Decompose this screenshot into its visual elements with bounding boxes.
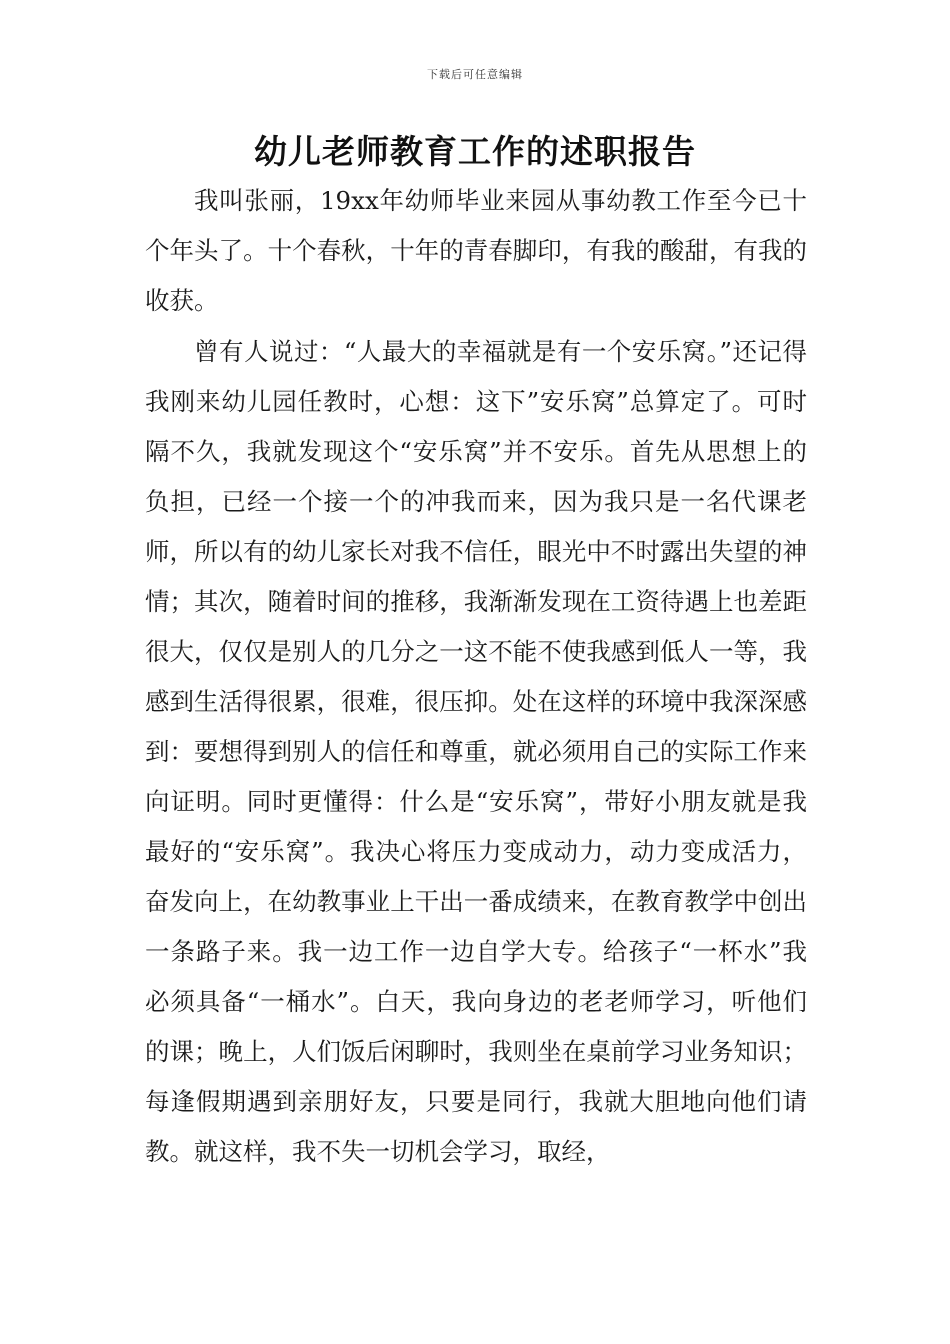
header-note: 下载后可任意编辑 bbox=[427, 68, 523, 81]
document-body bbox=[145, 176, 807, 1178]
document-title: 幼儿老师教育工作的述职报告 bbox=[254, 132, 696, 171]
paragraph-1: 我叫张丽，19xx年幼师毕业来园从事幼教工作至今已十个年头了。十个春秋，十年的青春脚印，有我的酸甜，有我的收获。 bbox=[145, 186, 807, 315]
paragraph-2: 曾有人说过：“人最大的幸福就是有一个安乐窝。”还记得我刚来幼儿园任教时，心想：这下”安乐窝”总算定了。可时隔不久，我就发现这个“安乐窝”并不安乐。首先从思想上的负担，已经一个接一个的冲我而来，因为我只是一名代课老师，所以有的幼儿家长对我不信任，眼光中不时露出失望的神情；其次，随着时间的推移，我渐渐发现在工资待遇上也差距很大，仅仅是别人的几分之一这不能不使我感到低人一等，我感到生活得很累，很难，很压抑。处在这样的环境中我深深感到：要想得到别人的信任和尊重，就必须用自己的实际工作来向证明。同时更懂得：什么是“安乐窝”，带好小朋友就是我最好的“安乐窝”。我决心将压力变成动力，动力变成活力，奋发向上，在幼教事业上干出一番成绩来，在教育教学中创出一条路子来。我一边工作一边自学大专。给孩子“一杯水”我必须具备“一桶水”。白天，我向身边的老老师学习，听他们的课；晚上，人们饭后闲聊时，我则坐在桌前学习业务知识；每逢假期遇到亲朋好友，只要是同行，我就大胆地向他们请教。就这样，我不失一切机会学习，取经， bbox=[145, 337, 807, 1166]
